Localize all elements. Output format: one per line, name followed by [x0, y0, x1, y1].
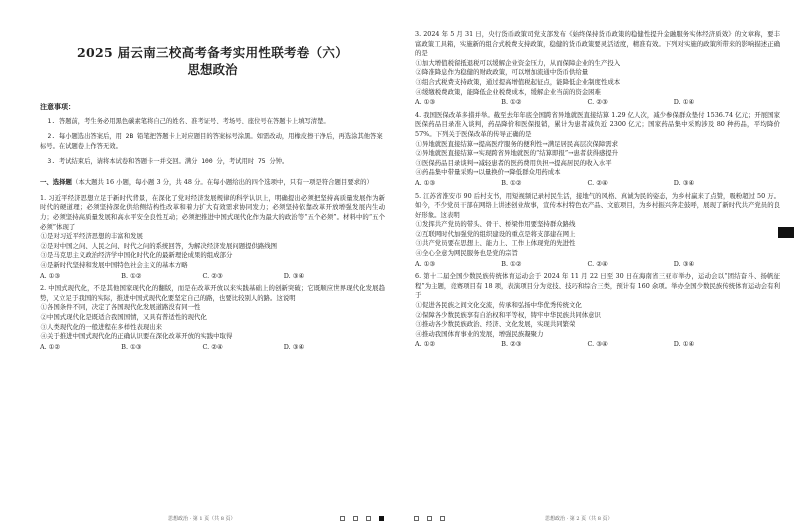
answer-choices: [415, 260, 780, 270]
question-stem: 4. 我国医保改革多措并举。截至去年年底全国跨省异地就医直接结算 1.29 亿人次，减少参保群众垫付 1536.74 亿元；开展国家医保药品目录准入谈判，药品降价和医保报销，累计为患者减负近 2300 亿元；国家药品集中采购涉及 80 种药品，平均降价 57%。下列关于医保改革的传导正确的是: [415, 110, 780, 138]
question-statement: ②中国式现代化是既适合我国国情，又具有普适性的现代化: [40, 312, 207, 321]
section-desc: （本大题共 16 小题，每小题 3 分，共 48 分。在每小题给出的四个选项中，只有一项是符合题目要求的）: [71, 178, 373, 187]
question-statement: ①异地就医直接结算→提高医疗服务的便利性→满足居民高层次保障需求: [415, 139, 619, 148]
answer-choices: [40, 343, 385, 353]
page-right: [397, 0, 794, 526]
section-header: [40, 178, 385, 188]
marker-square: [427, 516, 432, 521]
answer-choice: D. ③④: [673, 178, 695, 187]
question-statement: ④关于推进中国式现代化的正确认识要在深化改革开放的实践中取得: [40, 332, 233, 341]
question-statement: ③推动各少数民族政治、经济、文化发展，实现共同繁荣: [415, 320, 576, 329]
question-stem: 1. 习近平经济思想立足于新时代背景，在深化了党对经济发展规律的科学认识上，明确提出必须把坚持高质量发展作为新时代的硬道理；必须坚持深化供给侧结构性改革和着力扩大有效需求协同发力；必须坚持依靠改革开放增强发展内生动力；必须坚持高质量发展和高水平安全良性互动；必须把推进中国式现代化作为最大的政治等“五个必须”。材料中的“五个必须”体现了: [40, 193, 385, 231]
marker-square: [414, 516, 419, 521]
question-statement: ②是对中国之问、人民之问、时代之问的系统回答，为解决经济发展问题提供路线图: [40, 241, 278, 250]
question-stem: 5. 江苏省淮安市 90 后村支书，用短视频记录村民生活，接地气的风格、真诚为民的姿态，为乡村赢来了点赞，吸粉超过 50 万。如今，不少党员干部在网络上讲述创业故事，宣传本村特色农产品、文旅项目，为乡村振兴奔走鼓呼，展现了新时代共产党员的良好形象。这表明: [415, 191, 780, 219]
question-statement: ④是新时代坚持和发展中国特色社会主义的基本方略: [40, 260, 188, 269]
answer-choice: C. ③④: [587, 340, 608, 349]
question-statement: ③组合式税费支持政策，通过提高增值税起征点，能降低企业制度性成本: [415, 77, 621, 86]
answer-choices: [415, 98, 780, 108]
marker-square: [353, 516, 358, 521]
answer-choice: D. ①④: [673, 98, 695, 107]
marker-square-filled: [379, 516, 384, 521]
page-markers-right: [414, 516, 445, 521]
answer-choice: D. ①④: [673, 340, 695, 349]
answer-choice: B. ①②: [501, 259, 522, 268]
footer-left: 思想政治 · 第 1 页（共 8 页）: [168, 516, 236, 522]
section-title: 一、选择题: [40, 178, 72, 187]
answer-choice: C. ②④: [587, 259, 608, 268]
answer-choice: B. ①③: [121, 342, 142, 351]
question-statement: ②异地就医直接结算→实现跨省异地就医的“结算即报”→患者获得感提升: [415, 149, 619, 158]
question-stem: 3. 2024 年 5 月 31 日，央行货币政策司党支部发布《始终保持货币政策的稳健性提升金融服务实体经济质效》的文章称，要丰富政策工具箱，实施新的组合式税费支持政策，稳健的货币政策要灵活适度，精准有效。下列对实施的政策所带来的影响描述正确的是: [415, 30, 780, 58]
question-statement: ①加大增值税留抵退税可以缓解企业资金压力，从而保障企业的生产投入: [415, 58, 621, 67]
question: [415, 111, 780, 189]
marker-square: [440, 516, 445, 521]
answer-choices: [415, 179, 780, 189]
marker-square: [340, 516, 345, 521]
question-statement: ④药品集中带量采购→以量换价→降低群众用药成本: [415, 168, 561, 177]
question-statement: ③医保药品目录谈判→减轻患者的医药费用负担→提高居民的收入水平: [415, 158, 612, 167]
marker-square: [366, 516, 371, 521]
question-statement: ④全心全意为网民服务也是党的宗旨: [415, 249, 518, 258]
answer-choices: [415, 340, 780, 350]
edge-tab-marker: [778, 227, 794, 238]
question: [40, 194, 385, 281]
question-statement: ②降准降息作为稳健的财政政策，可以增加流通中货币供给量: [415, 68, 589, 77]
question-statement: ③人类现代化的一般进程在多样性表现出来: [40, 322, 163, 331]
question-stem: 6. 第十二届全国少数民族传统体育运动会于 2024 年 11 月 22 日至 30 日在海南省三亚市举办，运动会以“团结奋斗、扬帆征程”为主题，竞赛项目有 18 项，表演项目分为竞技、技巧和综合三类，预计有 160 余项。举办全国少数民族传统体育运动会有利于: [415, 272, 780, 300]
question-stem: 2. 中国式现代化，不是其他国家现代化的翻版，而是在改革开放以来实践基础上的创新突破；它既顺应世界现代化发展趋势，又立足于我国的实际，推进中国式现代化要坚定自己的路，也要比较别人的路。这说明: [40, 284, 385, 302]
question: [40, 284, 385, 352]
question-statement: ④缓缴税费政策，能降低企业税费成本，缓解企业当前的资金困难: [415, 87, 601, 96]
answer-choice: B. ①②: [121, 271, 142, 280]
question-statement: ③是马克思主义政治经济学中国化时代化的最新理论成果的组成部分: [40, 251, 233, 260]
question-statement: ①各国条件不同，决定了各国现代化发展道路没有同一性: [40, 303, 201, 312]
question-statement: ④推动我国体育事业的发展，增强民族凝聚力: [415, 329, 544, 338]
answer-choice: D. ③④: [673, 259, 695, 268]
exam-subject: 思想政治: [187, 62, 238, 77]
question-statement: ①是对习近平经济思想的丰富和发展: [40, 232, 143, 241]
answer-choice: C. ②④: [587, 178, 608, 187]
note-item: 2. 每小题选出答案后，用 2B 铅笔把答题卡上对应题目的答案标号涂黑。如需改动，用橡皮擦干净后，再选涂其他答案标号。在试题卷上作答无效。: [40, 133, 383, 150]
question-statement: ①发挥共产党员的带头、骨干、桥梁作用要坚持群众路线: [415, 220, 576, 229]
answer-choice: A. ①③: [415, 98, 436, 107]
exam-title: 2025 届云南三校高考备考实用性联考卷（六）: [76, 45, 349, 60]
page-markers-left: [340, 516, 384, 521]
question-statement: ②互联网时代加强党的组织建设的重点是将支部建在网上: [415, 229, 576, 238]
answer-choice: B. ①②: [501, 98, 522, 107]
answer-choice: C. ②③: [202, 271, 223, 280]
answer-choice: B. ②③: [501, 340, 522, 349]
answer-choices: [40, 272, 385, 282]
note-item: 1. 答题前，考生务必用黑色碳素笔将自己的姓名、准考证号、考场号、座位号在答题卡上填写清楚。: [47, 118, 330, 125]
answer-choice: A. ①②: [415, 340, 436, 349]
answer-choice: A. ①③: [415, 178, 436, 187]
answer-choice: C. ②③: [587, 98, 608, 107]
question-statement: ②保障各少数民族享有自治权和平等权，铸牢中华民族共同体意识: [415, 310, 601, 319]
note-item: 3. 考试结束后，请将本试卷和答题卡一并交回。满分 100 分，考试用时 75 分钟。: [47, 157, 289, 165]
answer-choice: A. ①②: [40, 342, 61, 351]
question: [415, 272, 780, 350]
question-statement: ①促进各民族之间文化交流，传承和弘扬中华优秀传统文化: [415, 301, 582, 310]
question: [415, 192, 780, 270]
answer-choice: A. ①③: [40, 271, 61, 280]
answer-choice: C. ②④: [202, 342, 223, 351]
answer-choice: D. ③④: [283, 342, 305, 351]
answer-choice: D. ③④: [283, 271, 305, 280]
question-statement: ③共产党员要在思想上、能力上、工作上体现党的先进性: [415, 239, 576, 248]
answer-choice: A. ①③: [415, 259, 436, 268]
answer-choice: B. ①②: [501, 178, 522, 187]
notes-heading: 注意事项：: [40, 102, 75, 111]
question: [415, 30, 780, 108]
footer-right: 思想政治 · 第 2 页（共 8 页）: [545, 516, 613, 522]
